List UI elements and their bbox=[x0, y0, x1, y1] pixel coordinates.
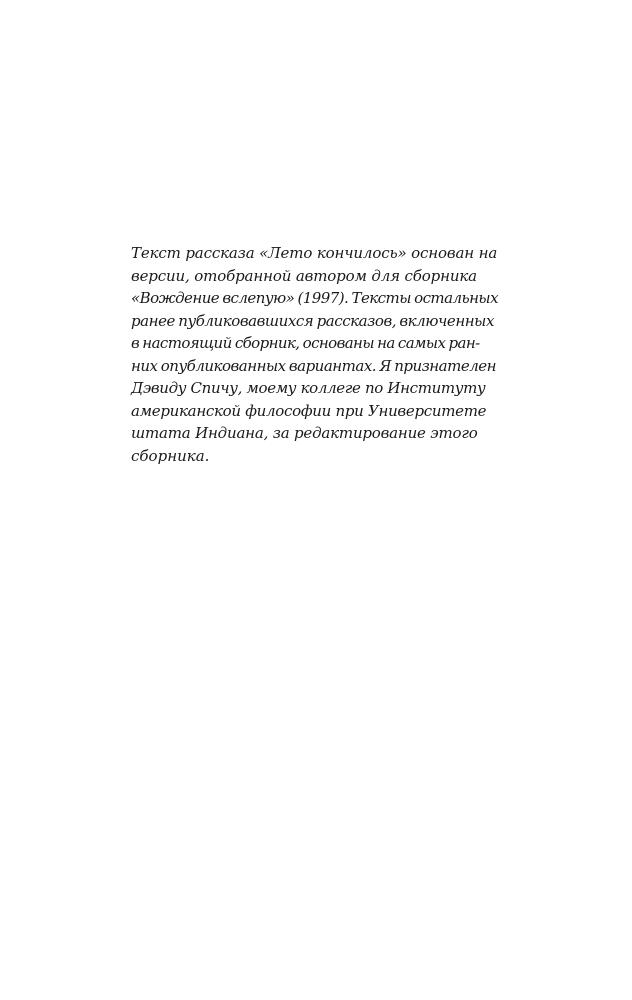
note-line-7: Дэвиду Спичу, моему коллеге по Институту bbox=[131, 379, 486, 397]
editorial-note bbox=[131, 242, 499, 467]
note-line-8: американской философии при Университете bbox=[131, 401, 487, 420]
note-line-6: них опубликованных вариантах. Я признателен bbox=[131, 356, 497, 375]
note-line-1: Текст рассказа «Лето кончилось» основан на bbox=[131, 244, 498, 262]
note-line-10: сборника. bbox=[131, 446, 210, 465]
note-line-5: в настоящий сборник, основаны на самых ран- bbox=[131, 334, 480, 352]
note-line-9: штата Индиана, за редактирование этого bbox=[131, 424, 478, 442]
note-line-4: ранее публиковавшихся рассказов, включенных bbox=[131, 311, 494, 330]
note-line-3: «Вождение вслепую» (1997). Тексты остальных bbox=[131, 289, 499, 307]
note-line-2: версии, отобранной автором для сборника bbox=[131, 266, 477, 285]
